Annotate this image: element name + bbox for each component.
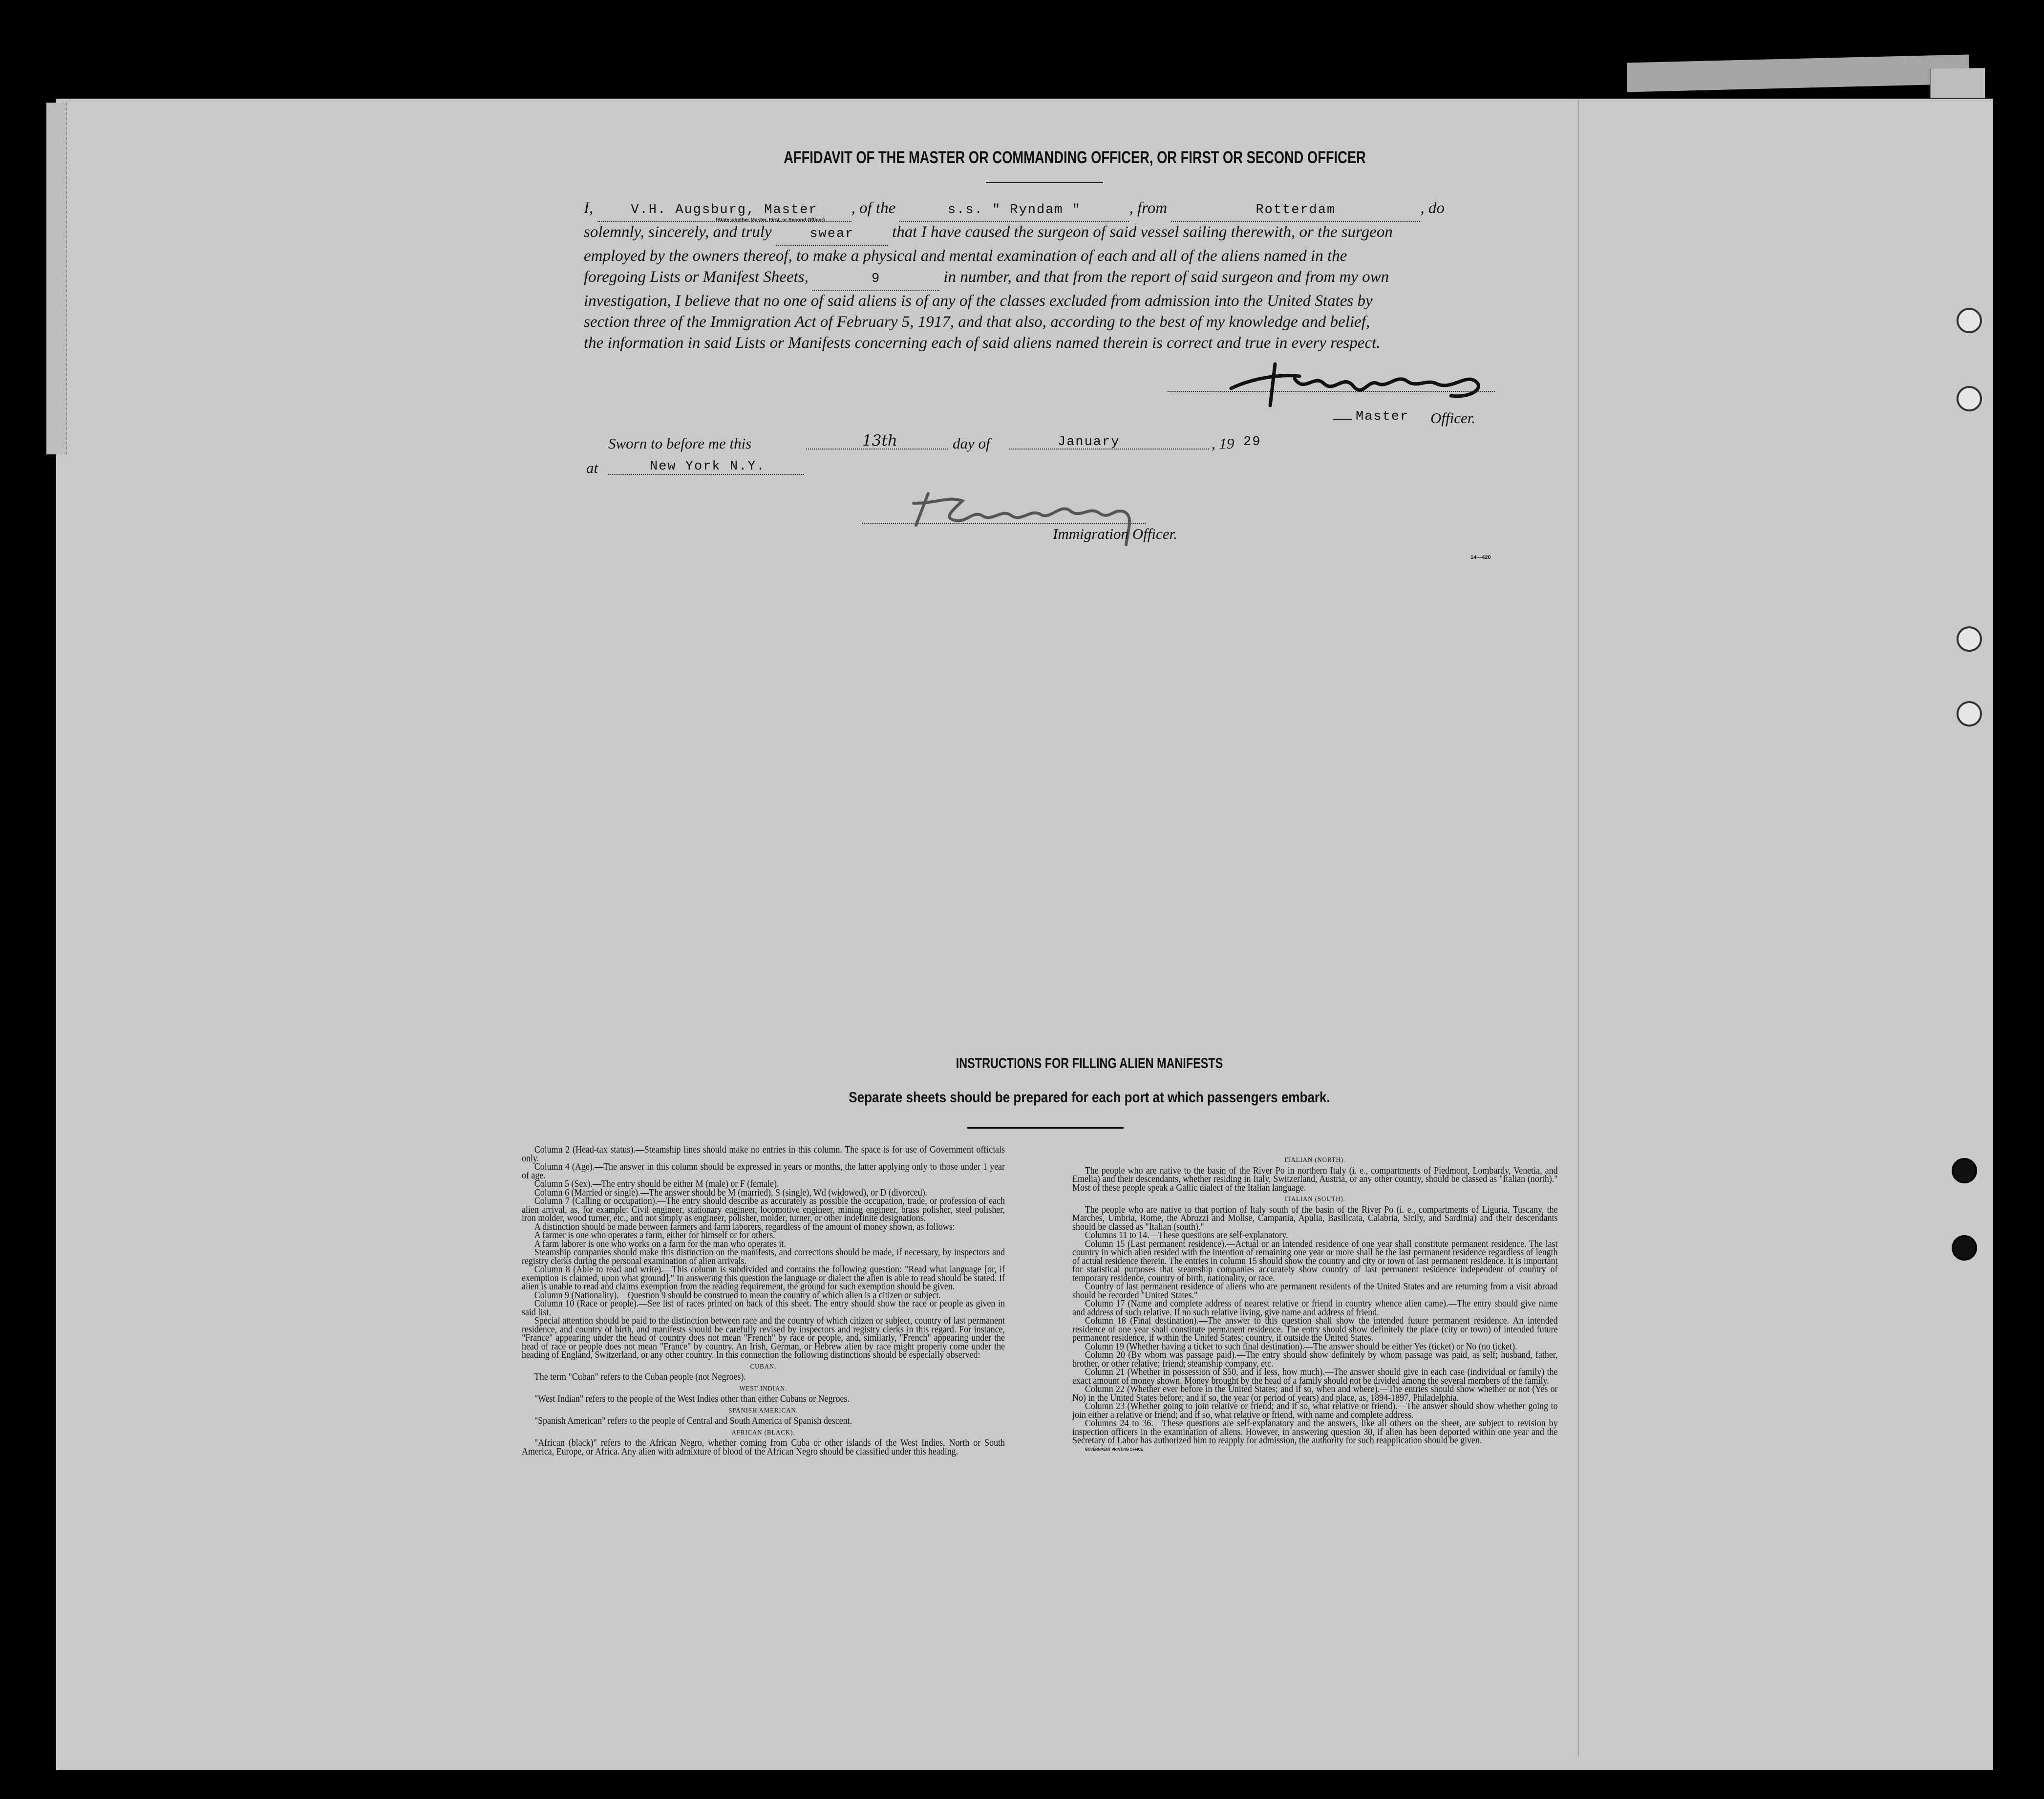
instruction-paragraph: Column 23 (Whether going to join relative or friend; and if so, what relative or friend).—The answer should show whether going to join either a relative or friend; and if so, what relative or friend, with name and complete address. [1072,1401,1558,1420]
at-text: at [586,459,598,476]
immigration-officer-label: Immigration Officer. [1053,525,1177,542]
section-heading: ITALIAN (NORTH). [1284,1156,1346,1164]
instruction-paragraph: Column 8 (Able to read and write).—This column is subdivided and contains the following question: "Read what language [or, if exemption is claimed, upon what ground]." In answering this question the language or dialect the alien is able to read should be stated. If alien is unable to read and claims exemption from the reading requirement, the ground for such exemption should be given. [522,1264,1005,1292]
instruction-paragraph: Special attention should be paid to the distinction between race and the country of which citizen or subject, country of last permanent residence, and country of birth, and manifests should be carefully revised by inspectors and registry clerks in this regard. For instance, "France" appearing under the head of country does not mean "French" by race or people, and, similarly, "French" appearing under the head of race or people does not mean "France" by country. An Irish, German, or Hebrew alien by race might properly come under the heading of England, Switzerland, or any other country. In this connection the following distinctions should be especially observed: [522,1316,1005,1360]
section-heading: SPANISH AMERICAN. [728,1407,798,1414]
page-fold-line [1578,100,1579,1756]
instruction-paragraph: Column 18 (Final destination).—The answer to this question shall show the intended future permanent residence. An intended residence of one year shall constitute permanent residence. The entry should show definitely the place (city or town) of intended future permanent residence, if within the United States; country, if outside the United States. [1072,1316,1558,1343]
affidavit-text: in number, and that from the report of said surgeon and from my own [943,268,1389,286]
title-rule [986,182,1103,183]
day-of-text: day of [953,435,990,452]
affidavit-text: , from [1129,199,1168,217]
instruction-paragraph: A farmer is one who operates a farm, either for himself or for others. [534,1230,775,1241]
immigration-officer-signature [909,481,1163,555]
instruction-paragraph: The people who are native to that portion of Italy south of the basin of the River Po (i. e., compartments of Liguria, Tuscany, the Marches, Umbria, Rome, the Abruzzi and Molise, Campania, Apulia, Basilicata, Calabria, Sicily, and Sardinia) and their descendants should be classed as "Italian (south)." [1072,1204,1558,1232]
instruction-paragraph: Columns 24 to 36.—These questions are self-explanatory and the answers, like all others on the sheet, are subject to revision by inspection officers in the examination of aliens. However, in answering question 30, if alien has been deported within one year and the Secretary of Labor has authorized him to reapply for admission, the authority for such reapplication should be given. [1072,1418,1558,1446]
instruction-paragraph: The people who are native to the basin of the River Po in northern Italy (i. e., compartments of Piedmont, Lombardy, Venetia, and Emelia) and their descendants, whether residing in Italy, Switzerland, Austria, or any other country, should be classed as "Italian (north)." Most of these people speak a Gallic dialect of the Italian language. [1072,1165,1558,1193]
affidavit-text: , do [1420,199,1445,217]
place-line [608,474,804,475]
instruction-paragraph: Column 19 (Whether having a ticket to such final destination).—The answer should be either Yes (ticket) or No (no ticket). [1085,1341,1517,1352]
officer-title-printed: Officer. [1430,409,1476,427]
section-heading: CUBAN. [750,1363,777,1371]
punch-hole [1952,1235,1977,1261]
section-heading: WEST INDIAN. [739,1385,788,1392]
officer-name-field: V.H. Augsburg, Master [597,200,852,222]
affidavit-line: employed by the owners thereof, to make a physical and mental examination of each and all of the aliens named in the [584,247,1347,265]
instruction-paragraph: Column 17 (Name and complete address of nearest relative or friend in country whence alien came).—The entry should give name and address of such relative. If no such relative living, give name and address of friend. [1072,1299,1558,1318]
affidavit-line: section three of the Immigration Act of February 5, 1917, and that also, according to the best of my knowledge and belief, [584,313,1370,331]
instruction-paragraph: Column 22 (Whether ever before in the United States; and if so, when and where).—The entries should show whether or not (Yes or No) in the United States before; and if so, the year (or period of years) and place, as, 1894-1897, Philadelphia. [1072,1384,1558,1403]
instruction-paragraph: Column 9 (Nationality).—Question 9 should be construed to mean the country of which alien is a citizen or subject. [534,1290,941,1301]
instructions-subtitle: Separate sheets should be prepared for each port at which passengers embark. [849,1089,1330,1106]
port-field: Rotterdam [1171,200,1420,222]
year-prefix: , 19 [1212,435,1235,452]
instruction-paragraph: A farm laborer is one who works on a farm for the man who operates it. [534,1239,786,1249]
instruction-paragraph: Column 7 (Calling or occupation).—The entry should describe as accurately as possible the occupation, trade, or profession of each alien arrival, as, for example: Civil engineer, stationary engineer, locomotive engineer, mining engineer, brass polisher, steel polisher, iron molder, wood turner, etc., and not simply as engineer, polisher, molder, turner, or other indefinite designations. [522,1196,1005,1223]
instruction-paragraph: Column 15 (Last permanent residence).—Actual or an intended residence of one year shall constitute permanent residence. The last country in which alien resided with the intention of remaining one year or more shall be the last permanent residence regardless of length of actual residence therein. The entries in column 15 should show the country and city or town of last permanent residence. It is important for statistical purposes that steamship companies accurately show country of last permanent residence independent of country of temporary residence, country of birth, nationality, or race. [1072,1239,1558,1284]
punch-hole [1957,626,1982,652]
instructions-rule [967,1127,1124,1129]
vessel-name-field: s.s. " Ryndam " [899,200,1129,222]
punch-hole [1957,308,1982,333]
master-signature [1221,359,1505,413]
punch-hole [1952,1158,1977,1183]
instruction-paragraph: Column 5 (Sex).—The entry should be either M (male) or F (female). [534,1179,779,1189]
background-page-stack [1627,54,1969,92]
instruction-paragraph: "West Indian" refers to the people of the West Indies other than either Cubans or Negroes. [534,1394,850,1404]
month-field: January [1058,435,1120,450]
instruction-paragraph: "Spanish American" refers to the people of Central and South America of Spanish descent. [534,1416,852,1426]
instruction-paragraph: Column 10 (Race or people).—See list of races printed on back of this sheet. The entry should show the race or people as given in said list. [522,1299,1005,1318]
instruction-paragraph: Steamship companies should make this distinction on the manifests, and corrections should be made, if necessary, by inspectors and registry clerks during the personal examination of alien arrivals. [522,1247,1005,1266]
instruction-paragraph: The term "Cuban" refers to the Cuban people (not Negroes). [534,1372,746,1382]
affidavit-title: AFFIDAVIT OF THE MASTER OR COMMANDING OFFICER, OR FIRST OR SECOND OFFICER [784,148,1366,167]
affidavit-text: , of the [851,199,896,217]
instruction-paragraph: Column 6 (Married or single).—The answer should be M (married), S (single), Wd (widowed), or D (divorced). [534,1187,928,1198]
day-field: 13th [862,432,897,450]
affidavit-text: solemnly, sincerely, and truly [584,223,772,241]
officer-rank-note: (State whether Master, First, or Second Officer) [716,217,825,223]
instructions-left-column [522,1146,1005,1456]
affidavit-line: investigation, I believe that no one of said aliens is of any of the classes excluded from admission into the United States by [584,292,1373,310]
instruction-paragraph: Column 2 (Head-tax status).—Steamship lines should make no entries in this column. The space is for use of Government officials only. [522,1145,1005,1164]
section-heading: AFRICAN (BLACK). [731,1429,795,1436]
sworn-text: Sworn to before me this [608,435,752,452]
affidavit-text: that I have caused the surgeon of said vessel sailing therewith, or the surgeon [892,223,1393,241]
instruction-paragraph: Column 4 (Age).—The answer in this column should be expressed in years or months, the latter applying only to those under 1 year of age. [522,1162,1005,1181]
section-heading: ITALIAN (SOUTH). [1284,1196,1345,1203]
affidavit-line: the information in said Lists or Manifests concerning each of said aliens named therein is correct and true in every respect. [584,334,1381,352]
instruction-paragraph: Column 21 (Whether in possession of $50, and if less, how much).—The answer should give in each case (individual or family) the exact amount of money shown. Money brought by the head of a family should not be divided among the several members of the family. [1072,1367,1558,1386]
instruction-paragraph: "African (black)" refers to the African Negro, whether coming from Cuba or other islands of the West Indies, North or South America, Europe, or Africa. Any alien with admixture of blood of the African Negro should be classified under this heading. [522,1438,1005,1457]
officer-strike [1333,419,1352,420]
instruction-paragraph: Column 20 (By whom was passage paid).—The entry should show definitely by whom passage was paid, as self; husband, father, brother, or other relative; friend; steamship company, etc. [1072,1350,1558,1369]
affidavit-text: foregoing Lists or Manifest Sheets, [584,268,809,286]
affidavit-text: I, [584,199,594,217]
punch-hole [1957,701,1982,727]
officer-title-typed: Master [1356,409,1409,424]
instructions-right-column [1072,1153,1558,1454]
binding-edge [46,103,67,454]
instructions-title: INSTRUCTIONS FOR FILLING ALIEN MANIFESTS [956,1055,1223,1071]
punch-hole [1957,386,1982,411]
instruction-paragraph: Country of last permanent residence of aliens who are permanent residents of the United States and are returning from a visit abroad should be recorded "United States." [1072,1282,1558,1301]
year-field: 29 [1243,435,1261,450]
oath-field: swear [776,224,888,246]
instruction-paragraph: A distinction should be made between farmers and farm laborers, regardless of the amount of money shown, as follows: [534,1221,955,1232]
form-number: 14—420 [1470,555,1491,560]
printer-imprint: GOVERNMENT PRINTING OFFICE [1085,1447,1143,1452]
place-field: New York N.Y. [650,459,766,474]
sheet-count-field: 9 [812,269,939,291]
instruction-paragraph: Columns 11 to 14.—These questions are self-explanatory. [1085,1230,1288,1241]
